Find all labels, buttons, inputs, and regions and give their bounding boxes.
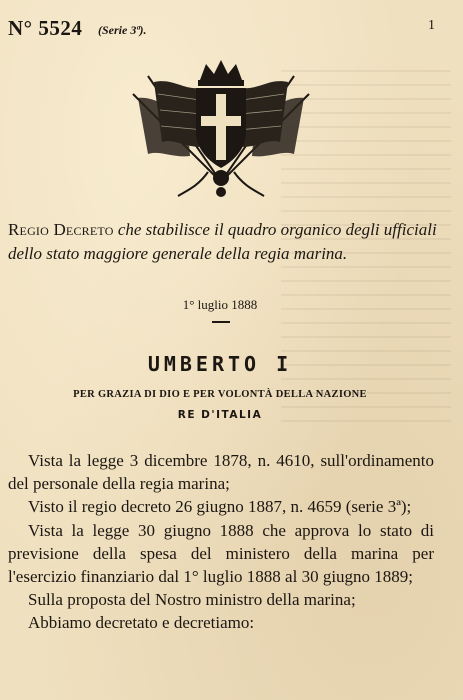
preamble-clause: Vista la legge 30 giugno 1888 che approva lo stato di previsione della spesa del ministero della marina per l'esercizio finanziario dal 1° luglio 1888 al 30 giugno 1889; — [8, 520, 434, 587]
king-title: RE D'ITALIA — [177, 409, 263, 421]
divider-rule — [212, 321, 230, 323]
page-number: 1 — [428, 18, 435, 33]
preamble-clause: Visto il regio decreto 26 giugno 1887, n. 4659 (serie 3ª); — [28, 497, 412, 517]
page-header — [8, 16, 445, 46]
series-note: (Serie 3ª). — [98, 23, 147, 37]
preamble — [8, 449, 434, 635]
decree-title-subject: che stabilisce il quadro organico degli ufficiali dello stato maggiore generale della regia marina. — [8, 220, 437, 263]
savoy-coat-of-arms-icon — [128, 54, 314, 204]
preamble-clause: Abbiamo decretato e decretiamo: — [28, 613, 255, 633]
decree-title-lead: Regio Decreto — [8, 220, 114, 239]
king-name: UMBERTO I — [147, 352, 293, 376]
preamble-clause: Vista la legge 3 dicembre 1878, n. 4610, sull'ordinamento del personale della regia marina; — [8, 451, 434, 494]
decree-date: 1° luglio 1888 — [182, 297, 258, 312]
decree-title — [8, 218, 438, 266]
preamble-clause: Sulla proposta del Nostro ministro della marina; — [28, 590, 356, 610]
royal-formula: PER GRAZIA DI DIO E PER VOLONTÀ DELLA NAZIONE — [73, 389, 367, 400]
decree-number: N° 5524 — [8, 16, 83, 40]
